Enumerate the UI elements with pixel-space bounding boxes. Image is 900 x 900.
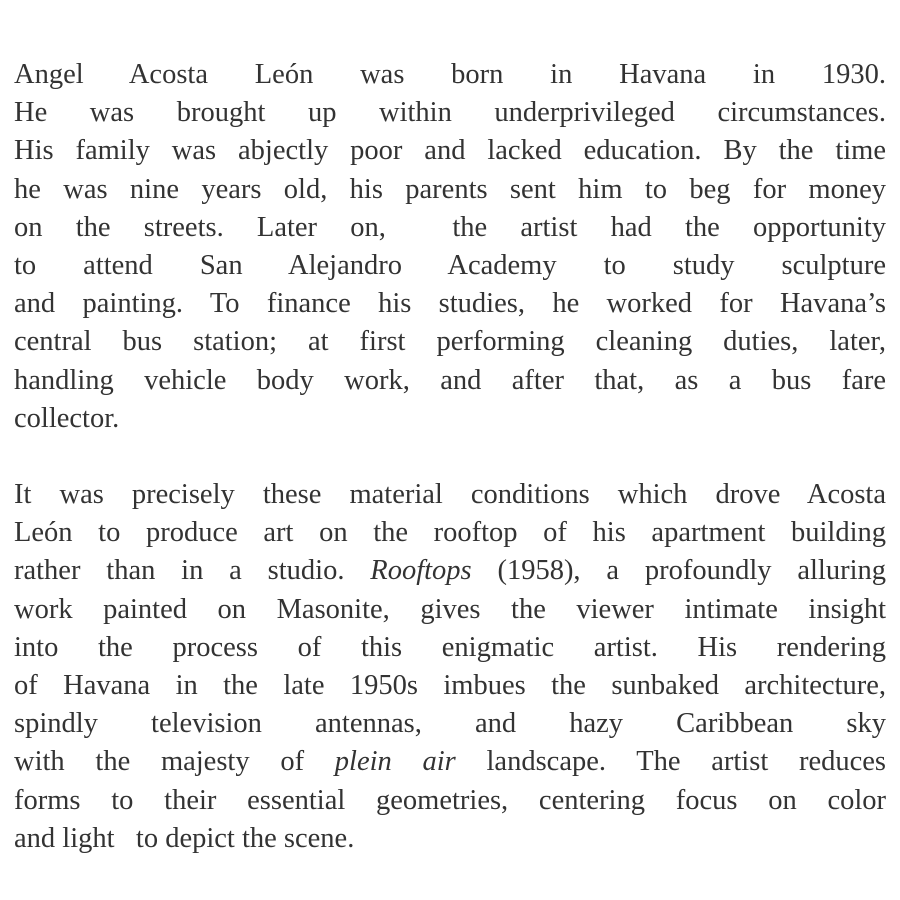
text-line <box>14 94 886 132</box>
text-line <box>14 705 886 743</box>
text-segment: work painted on Masonite, gives the viewer intimate insight <box>14 593 886 625</box>
paragraph <box>14 56 886 438</box>
text-segment: into the process of this enigmatic artist. His rendering <box>14 631 886 663</box>
italic-text: Rooftops <box>370 555 472 587</box>
text-line <box>14 285 886 323</box>
text-line <box>14 400 886 438</box>
text-segment: handling vehicle body work, and after that, as a bus fare <box>14 364 886 396</box>
text-segment: His family was abjectly poor and lacked education. By the time <box>14 135 886 167</box>
text-segment: collector. <box>14 402 120 434</box>
text-line <box>14 323 886 361</box>
text-line <box>14 629 886 667</box>
text-segment: León to produce art on the rooftop of his apartment building <box>14 517 886 549</box>
text-segment: and light to depict the scene. <box>14 822 355 854</box>
text-line <box>14 247 886 285</box>
text-segment: to attend San Alejandro Academy to study sculpture <box>14 249 886 281</box>
text-segment: central bus station; at first performing cleaning duties, later, <box>14 326 886 358</box>
text-segment: It was precisely these material conditions which drove Acosta <box>14 479 886 511</box>
text-line <box>14 667 886 705</box>
text-segment: on the streets. Later on, the artist had the opportunity <box>14 211 886 243</box>
paragraph <box>14 476 886 858</box>
text-segment: spindly television antennas, and hazy Caribbean sky <box>14 708 886 740</box>
text-segment: of Havana in the late 1950s imbues the sunbaked architecture, <box>14 670 886 701</box>
text-line <box>14 132 886 170</box>
text-line <box>14 209 886 247</box>
text-line <box>14 56 886 94</box>
text-segment: with the majesty of <box>14 746 335 778</box>
document-body <box>14 56 886 896</box>
text-segment: he was nine years old, his parents sent him to beg for money <box>14 173 886 205</box>
text-line <box>14 591 886 629</box>
text-segment: Angel Acosta León was born in Havana in 1930. <box>14 59 886 90</box>
text-segment: forms to their essential geometries, centering focus on color <box>14 784 886 816</box>
text-segment: and painting. To finance his studies, he worked for Havana’s <box>14 288 886 320</box>
text-line <box>14 552 886 590</box>
text-line <box>14 476 886 514</box>
text-segment: He was brought up within underprivileged circumstances. <box>14 97 886 129</box>
text-line <box>14 743 886 781</box>
text-segment: landscape. The artist reduces <box>455 746 886 778</box>
text-line <box>14 782 886 820</box>
text-line <box>14 171 886 209</box>
text-segment: rather than in a studio. <box>14 555 371 587</box>
text-line <box>14 820 886 858</box>
text-line <box>14 514 886 552</box>
text-line <box>14 362 886 400</box>
text-segment: (1958), a profoundly alluring <box>471 555 886 587</box>
italic-text: plein air <box>334 746 456 778</box>
